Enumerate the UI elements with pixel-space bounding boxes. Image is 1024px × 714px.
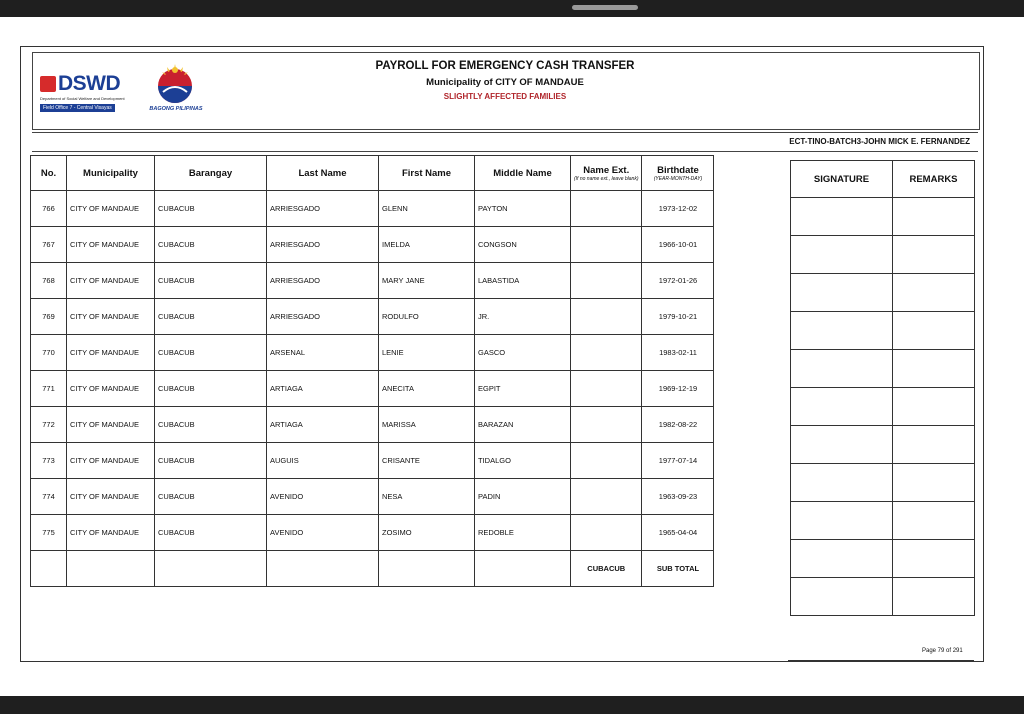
category-subtitle: SLIGHTLY AFFECTED FAMILIES [443,92,567,101]
cell-first: NESA [379,479,475,515]
cell-middle: REDOBLE [475,515,571,551]
col-signature: SIGNATURE [791,161,893,198]
col-middle-name: Middle Name [475,156,571,191]
cell-ext [571,479,642,515]
cell-ext [571,227,642,263]
cell-mun: CITY OF MANDAUE [67,479,155,515]
cell-ext [571,443,642,479]
cell-ext [571,263,642,299]
signature-cell [791,312,893,350]
signature-row [791,274,975,312]
signature-cell [791,198,893,236]
cell-middle: LABASTIDA [475,263,571,299]
remarks-cell [893,388,975,426]
cell-mun: CITY OF MANDAUE [67,371,155,407]
cell-brgy: CUBACUB [155,191,267,227]
logo-field-office: Field Office 7 - Central Visayas [40,104,115,112]
signature-cell [791,274,893,312]
table-row [31,227,714,263]
cell-last: ARTIAGA [267,371,379,407]
remarks-cell [893,502,975,540]
cell-middle: EGPIT [475,371,571,407]
cell-middle: CONGSON [475,227,571,263]
cell-brgy: CUBACUB [155,443,267,479]
remarks-cell [893,578,975,616]
cell-last: AVENIDO [267,479,379,515]
cell-birth: 1983-02-11 [642,335,714,371]
cell-first: MARISSA [379,407,475,443]
signature-row [791,388,975,426]
cell-brgy: CUBACUB [155,335,267,371]
remarks-cell [893,350,975,388]
cell-brgy: CUBACUB [155,371,267,407]
top-bar [0,0,1024,17]
cell-mun: CITY OF MANDAUE [67,227,155,263]
cell-middle: JR. [475,299,571,335]
col-barangay: Barangay [155,156,267,191]
cell-no: 775 [31,515,67,551]
bagong-pilipinas-emblem-icon [153,64,197,104]
signature-cell [791,426,893,464]
cell-last: ARRIESGADO [267,191,379,227]
cell-ext [571,371,642,407]
signature-row [791,426,975,464]
cell-birth: 1965-04-04 [642,515,714,551]
cell-brgy: CUBACUB [155,227,267,263]
cell-ext [571,335,642,371]
table-row [31,407,714,443]
cell-brgy: CUBACUB [155,263,267,299]
cell-birth: 1982-08-22 [642,407,714,443]
signature-cell [791,350,893,388]
payroll-table [30,155,714,587]
cell-last: AUGUIS [267,443,379,479]
table-row [31,299,714,335]
table-row [31,443,714,479]
cell-middle: PADIN [475,479,571,515]
table-row [31,263,714,299]
signature-row [791,198,975,236]
cell-birth: 1963-09-23 [642,479,714,515]
remarks-cell [893,198,975,236]
cell-mun: CITY OF MANDAUE [67,443,155,479]
table-row [31,515,714,551]
document-title: PAYROLL FOR EMERGENCY CASH TRANSFER [375,60,635,72]
cell-first: LENIE [379,335,475,371]
remarks-cell [893,426,975,464]
signature-cell [791,464,893,502]
footer-rule [788,660,974,661]
signature-cell [791,540,893,578]
signature-cell [791,388,893,426]
cell-no: 767 [31,227,67,263]
cell-middle: GASCO [475,335,571,371]
col-remarks: REMARKS [893,161,975,198]
col-name-ext: Name Ext. (If no name ext., leave blank) [571,156,642,191]
signature-row [791,236,975,274]
signature-row [791,464,975,502]
cell-no: 773 [31,443,67,479]
subtotal-row [31,551,714,587]
col-municipality: Municipality [67,156,155,191]
batch-line [32,132,978,152]
cell-first: CRISANTE [379,443,475,479]
bp-text: BAGONG PILIPINAS [149,106,203,112]
dswd-logo [40,72,135,114]
cell-last: ARRIESGADO [267,263,379,299]
cell-last: ARTIAGA [267,407,379,443]
cell-first: RODULFO [379,299,475,335]
cell-last: ARRIESGADO [267,299,379,335]
cell-middle: TIDALGO [475,443,571,479]
cell-first: GLENN [379,191,475,227]
cell-first: MARY JANE [379,263,475,299]
cell-last: ARSENAL [267,335,379,371]
signature-row [791,578,975,616]
cell-ext [571,299,642,335]
col-birthdate: Birthdate (YEAR-MONTH-DAY) [642,156,714,191]
remarks-cell [893,236,975,274]
cell-birth: 1979-10-21 [642,299,714,335]
cell-ext [571,407,642,443]
subtotal-label: SUB TOTAL [642,551,714,587]
signature-row [791,350,975,388]
cell-no: 768 [31,263,67,299]
cell-no: 769 [31,299,67,335]
municipality-subtitle: Municipality of CITY OF MANDAUE [426,77,584,88]
page-number: Page 79 of 291 [922,648,963,654]
table-row [31,479,714,515]
cell-no: 771 [31,371,67,407]
cell-no: 774 [31,479,67,515]
signature-row [791,540,975,578]
logo-subtitle: Department of Social Welfare and Development [40,96,125,101]
batch-id: ECT-TINO-BATCH3-JOHN MICK E. FERNANDEZ [789,137,970,146]
cell-no: 766 [31,191,67,227]
cell-brgy: CUBACUB [155,515,267,551]
remarks-cell [893,274,975,312]
cell-mun: CITY OF MANDAUE [67,515,155,551]
table-row [31,335,714,371]
cell-birth: 1973-12-02 [642,191,714,227]
signature-row [791,312,975,350]
cell-mun: CITY OF MANDAUE [67,335,155,371]
drag-handle[interactable] [572,5,638,10]
cell-ext [571,515,642,551]
table-row [31,371,714,407]
dswd-mark-icon [40,76,56,92]
cell-first: ZOSIMO [379,515,475,551]
cell-brgy: CUBACUB [155,299,267,335]
bottom-bar [0,696,1024,714]
remarks-cell [893,312,975,350]
cell-mun: CITY OF MANDAUE [67,263,155,299]
logo-text: DSWD [58,72,121,95]
cell-birth: 1966-10-01 [642,227,714,263]
cell-last: ARRIESGADO [267,227,379,263]
col-no: No. [31,156,67,191]
cell-no: 770 [31,335,67,371]
cell-birth: 1969-12-19 [642,371,714,407]
cell-first: IMELDA [379,227,475,263]
cell-first: ANECITA [379,371,475,407]
cell-middle: BARAZAN [475,407,571,443]
ext-note: (If no name ext., leave blank) [574,175,639,182]
cell-birth: 1977-07-14 [642,443,714,479]
cell-no: 772 [31,407,67,443]
bagong-pilipinas-logo [144,62,208,116]
signature-cell [791,502,893,540]
cell-ext [571,191,642,227]
signature-row [791,502,975,540]
subtotal-barangay: CUBACUB [571,551,642,587]
col-first-name: First Name [379,156,475,191]
cell-middle: PAYTON [475,191,571,227]
col-last-name: Last Name [267,156,379,191]
cell-birth: 1972-01-26 [642,263,714,299]
remarks-cell [893,540,975,578]
cell-brgy: CUBACUB [155,479,267,515]
birth-note: (YEAR-MONTH-DAY) [653,175,703,182]
signature-cell [791,236,893,274]
signature-table [790,160,975,616]
table-row [31,191,714,227]
cell-mun: CITY OF MANDAUE [67,299,155,335]
cell-brgy: CUBACUB [155,407,267,443]
remarks-cell [893,464,975,502]
cell-last: AVENIDO [267,515,379,551]
signature-cell [791,578,893,616]
cell-mun: CITY OF MANDAUE [67,407,155,443]
cell-mun: CITY OF MANDAUE [67,191,155,227]
